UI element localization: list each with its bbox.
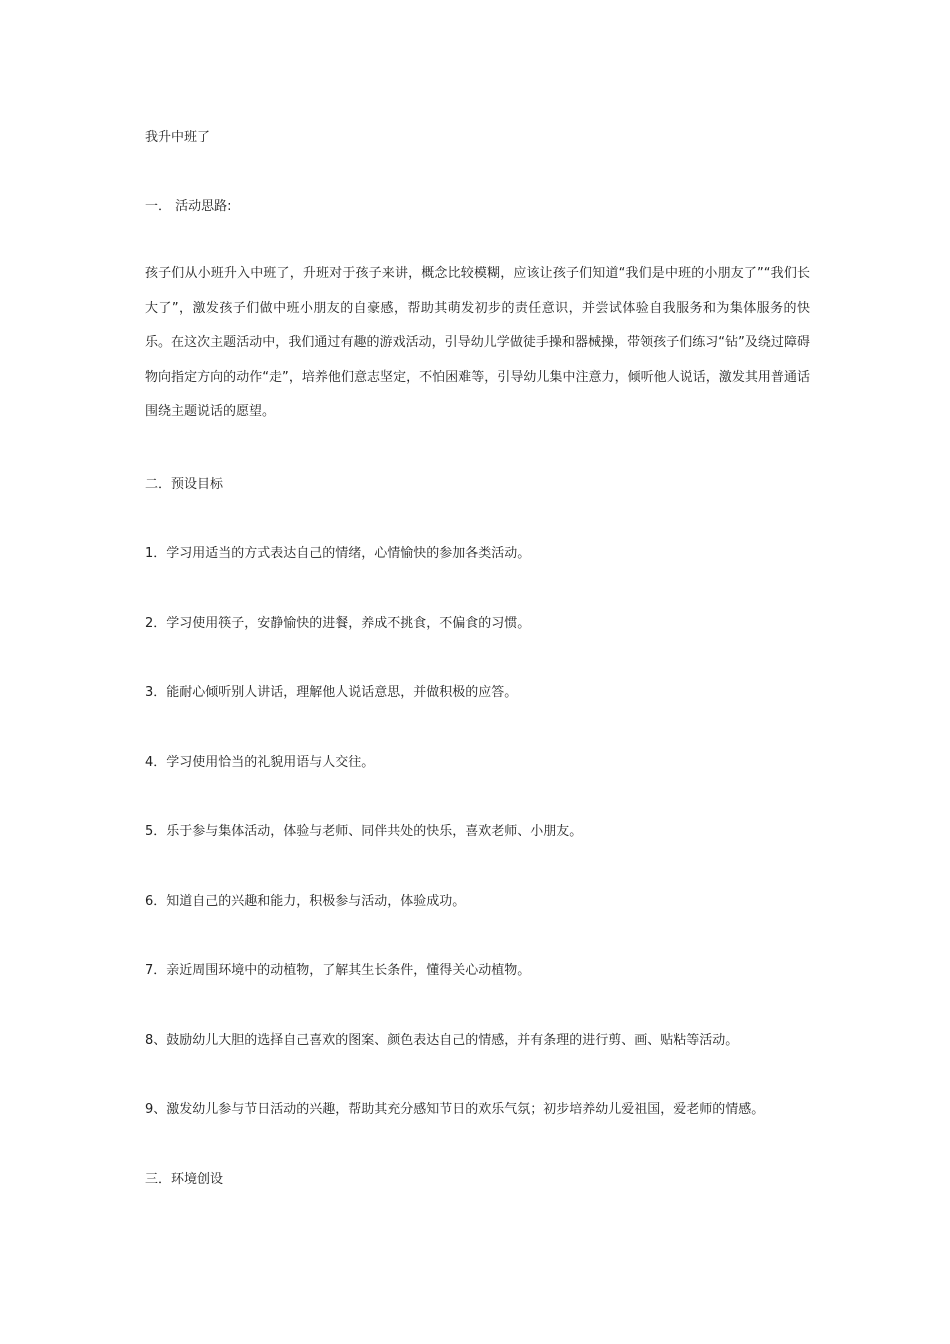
goal-item-8: 8、鼓励幼儿大胆的选择自己喜欢的图案、颜色表达自己的情感，并有条理的进行剪、画、贴粘等活动。 [145,1033,739,1048]
section-heading-2: 二．预设目标 [145,477,224,492]
section-heading-3: 三．环境创设 [145,1172,224,1187]
goal-item-3: 3．能耐心倾听别人讲话，理解他人说话意思，并做积极的应答。 [145,685,518,700]
document-title: 我升中班了 [145,130,211,145]
goal-item-5: 5．乐于参与集体活动，体验与老师、同伴共处的快乐，喜欢老师、小朋友。 [145,824,583,839]
goal-item-9: 9、激发幼儿参与节日活动的兴趣，帮助其充分感知节日的欢乐气氛；初步培养幼儿爱祖国，爱老师的情感。 [145,1102,765,1117]
goal-item-6: 6．知道自己的兴趣和能力，积极参与活动，体验成功。 [145,894,466,909]
goal-item-4: 4．学习使用恰当的礼貌用语与人交往。 [145,755,375,770]
goal-item-1: 1．学习用适当的方式表达自己的情绪，心情愉快的参加各类活动。 [145,546,531,561]
section-heading-1: 一． 活动思路: [145,199,232,214]
goal-item-7: 7．亲近周围环境中的动植物，了解其生长条件，懂得关心动植物。 [145,963,531,978]
goal-item-2: 2．学习使用筷子，安静愉快的进餐，养成不挑食，不偏食的习惯。 [145,616,531,631]
section-1-body: 孩子们从小班升入中班了，升班对于孩子来讲，概念比较模糊，应该让孩子们知道“我们是中班的小朋友了”“我们长大了”，激发孩子们做中班小朋友的自豪感，帮助其萌发初步的责任意识，并尝试体验自我服务和为集体服务的快乐。在这次主题活动中，我们通过有趣的游戏活动，引导幼儿学做徒手操和器械操，带领孩子们练习“钻”及绕过障碍物向指定方向的动作“走”，培养他们意志坚定，不怕困难等，引导幼儿集中注意力，倾听他人说话，激发其用普通话围绕主题说话的愿望。 [145,266,810,419]
